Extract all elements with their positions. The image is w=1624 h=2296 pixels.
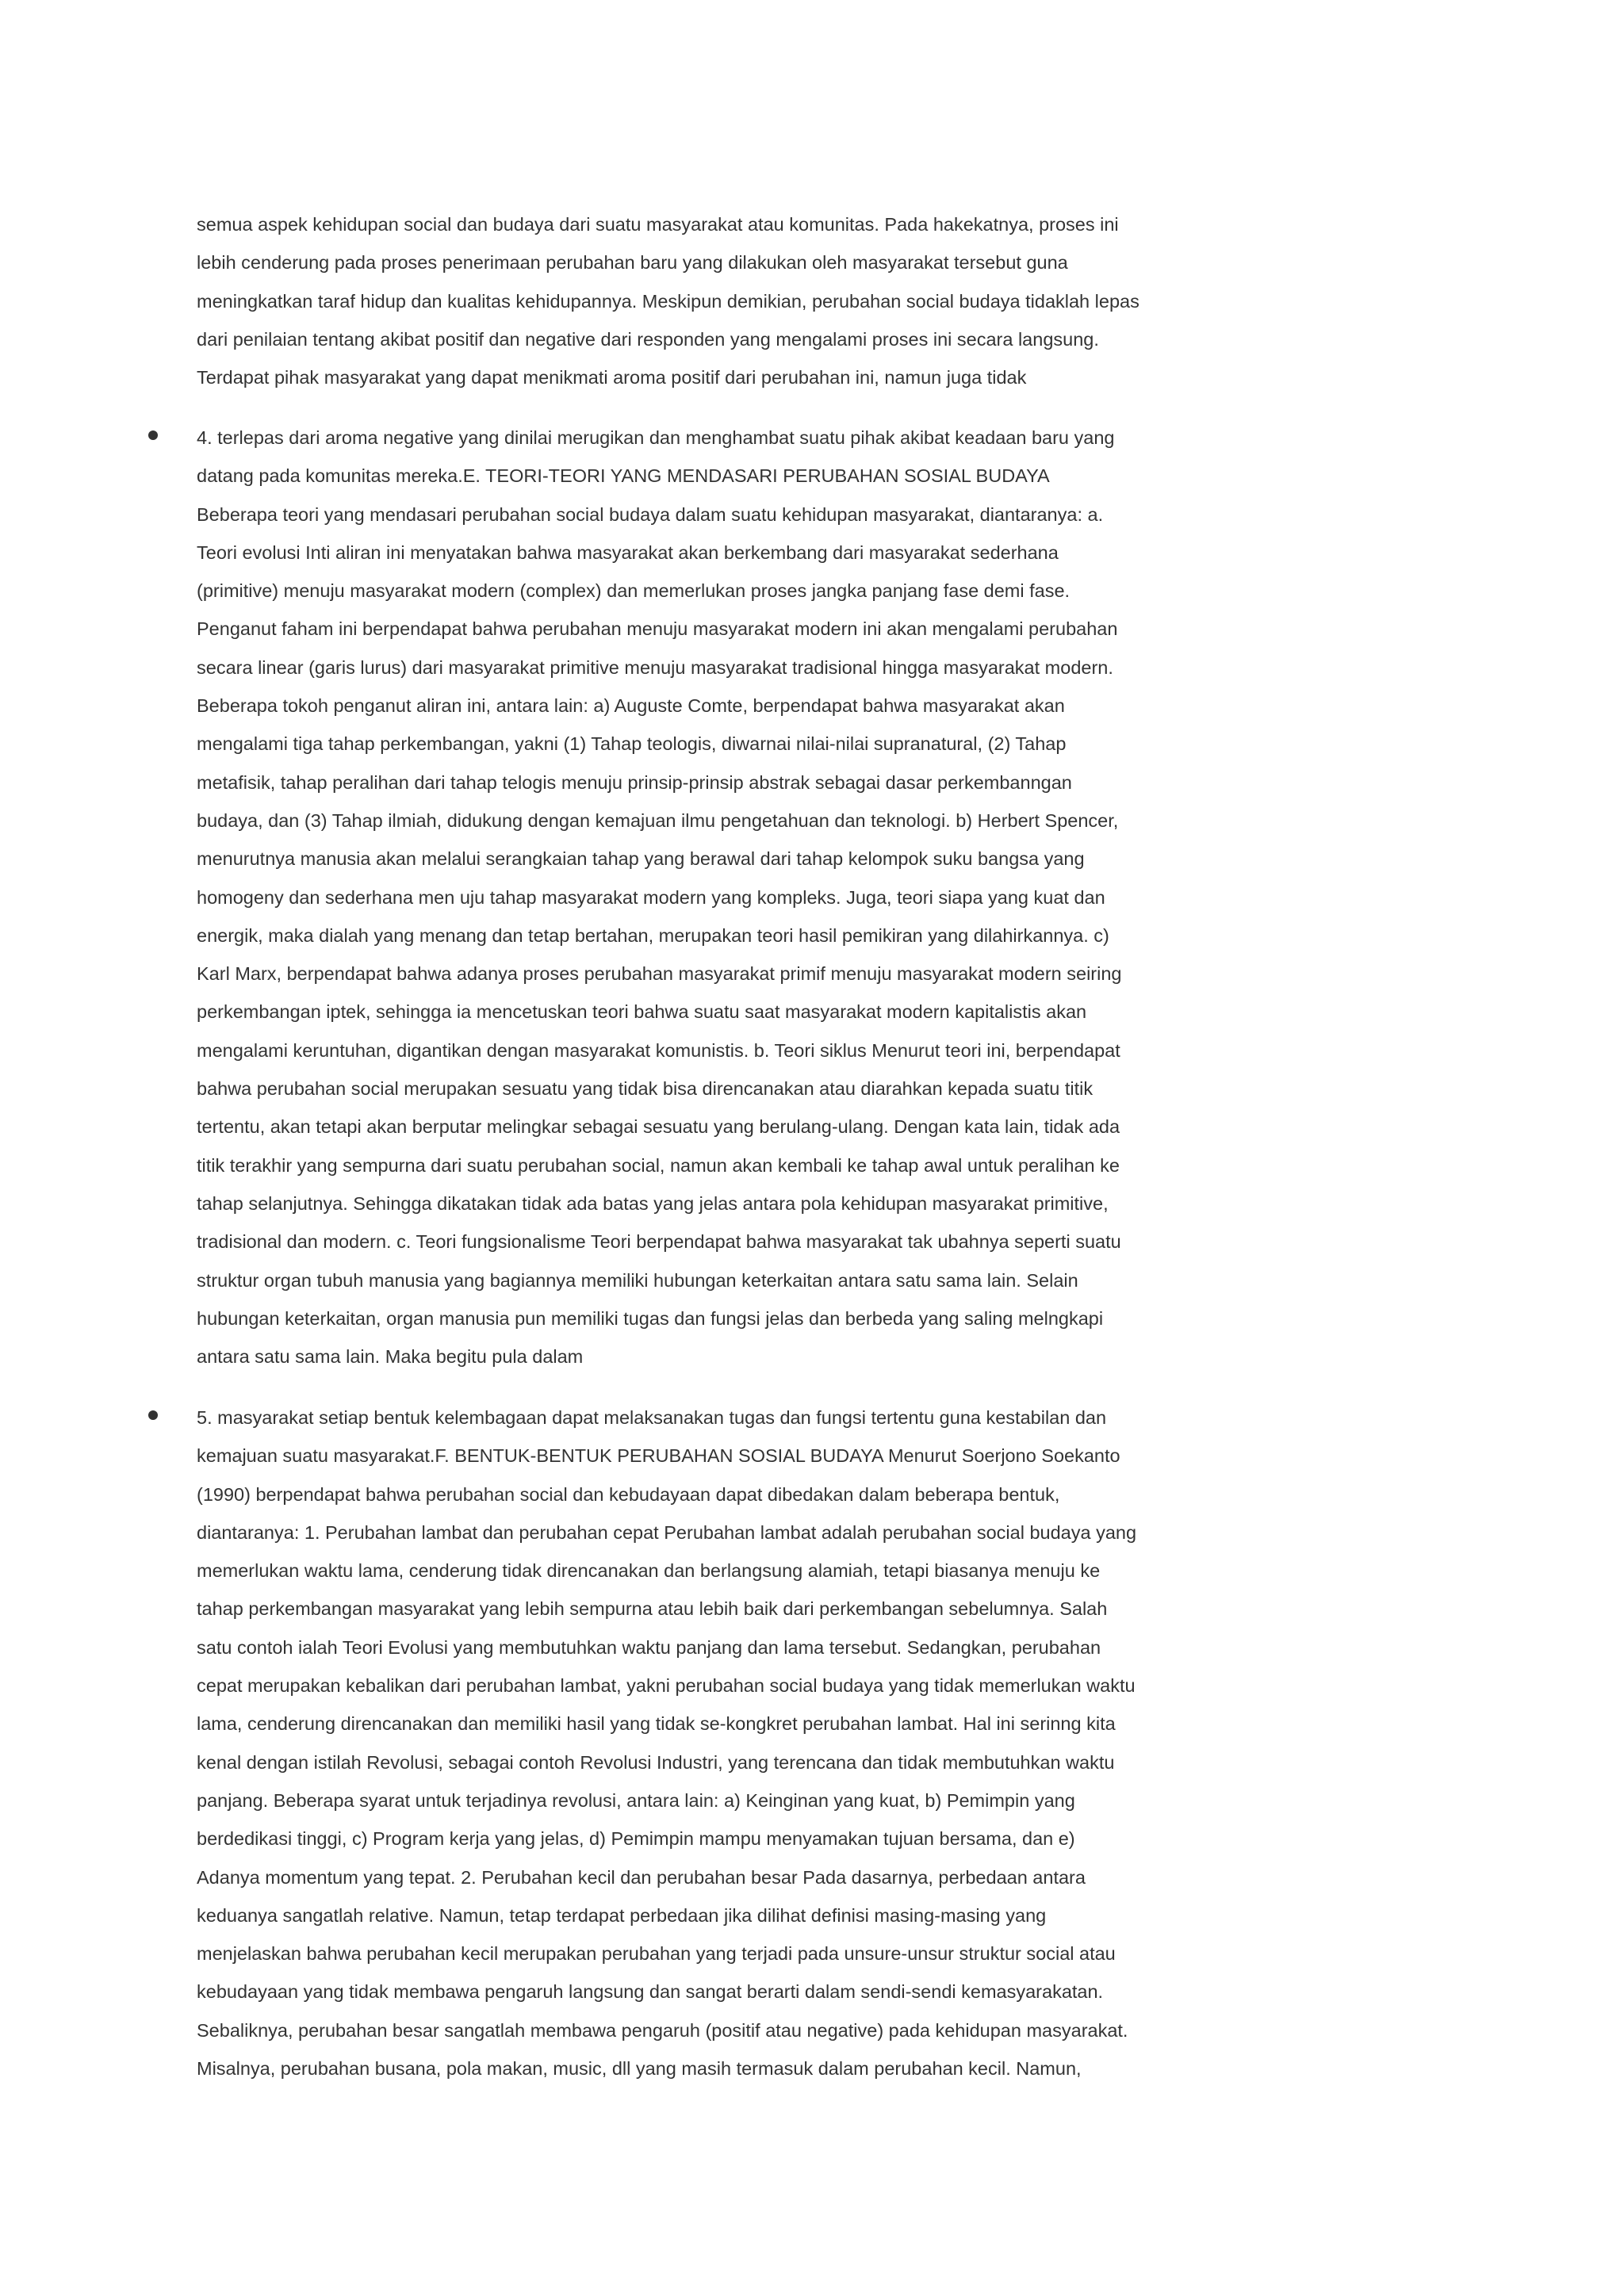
text-line: cepat merupakan kebalikan dari perubahan lambat, yakni perubahan social budaya yang tidak memerlukan waktu (197, 1675, 1136, 1697)
text-line: lebih cenderung pada proses penerimaan perubahan baru yang dilakukan oleh masyarakat tersebut guna (197, 252, 1068, 274)
bullet-point (148, 430, 158, 440)
text-line: datang pada komunitas mereka.E. TEORI-TEORI YANG MENDASARI PERUBAHAN SOSIAL BUDAYA (197, 465, 1050, 487)
text-line: satu contoh ialah Teori Evolusi yang membutuhkan waktu panjang dan lama tersebut. Sedangkan, perubahan (197, 1636, 1101, 1658)
text-line: Beberapa teori yang mendasari perubahan social budaya dalam suatu kehidupan masyarakat, diantaranya: a. (197, 503, 1104, 525)
text-line: dari penilaian tentang akibat positif dan negative dari responden yang mengalami proses ini secara langsung. (197, 328, 1099, 350)
text-line: Misalnya, perubahan busana, pola makan, music, dll yang masih termasuk dalam perubahan kecil. Namun, (197, 2058, 1082, 2080)
text-line: lama, cenderung direncanakan dan memiliki hasil yang tidak se-kongkret perubahan lambat. Hal ini serinng kita (197, 1713, 1116, 1735)
text-line: titik terakhir yang sempurna dari suatu perubahan social, namun akan kembali ke tahap awal untuk peralihan ke (197, 1154, 1120, 1176)
text-line: Terdapat pihak masyarakat yang dapat menikmati aroma positif dari perubahan ini, namun juga tidak (197, 367, 1027, 388)
text-line: kebudayaan yang tidak membawa pengaruh langsung dan sangat berarti dalam sendi-sendi kemasyarakatan. (197, 1981, 1104, 2003)
text-line: Beberapa tokoh penganut aliran ini, antara lain: a) Auguste Comte, berpendapat bahwa masyarakat akan (197, 695, 1065, 717)
text-line: Karl Marx, berpendapat bahwa adanya proses perubahan masyarakat primif menuju masyarakat modern seiring (197, 963, 1122, 985)
paragraph-block (197, 205, 1180, 396)
text-line: Adanya momentum yang tepat. 2. Perubahan kecil dan perubahan besar Pada dasarnya, perbedaan antara (197, 1866, 1086, 1888)
text-line: perkembangan iptek, sehingga ia mencetuskan teori bahwa suatu saat masyarakat modern kapitalistis akan (197, 1001, 1087, 1023)
text-line: menjelaskan bahwa perubahan kecil merupakan perubahan yang terjadi pada unsure-unsur struktur social atau (197, 1943, 1116, 1965)
text-line: mengalami tiga tahap perkembangan, yakni (1) Tahap teologis, diwarnai nilai-nilai supranatural, (2) Tahap (197, 733, 1067, 755)
text-line: diantaranya: 1. Perubahan lambat dan perubahan cepat Perubahan lambat adalah perubahan social budaya yang (197, 1521, 1137, 1543)
text-line: struktur organ tubuh manusia yang bagiannya memiliki hubungan keterkaitan antara satu sama lain. Selain (197, 1269, 1078, 1291)
text-line: tertentu, akan tetapi akan berputar melingkar sebagai sesuatu yang berulang-ulang. Dengan kata lain, tidak ada (197, 1116, 1120, 1138)
text-line: kenal dengan istilah Revolusi, sebagai contoh Revolusi Industri, yang terencana dan tidak membutuhkan waktu (197, 1751, 1115, 1773)
text-line: energik, maka dialah yang menang dan tetap bertahan, merupakan teori hasil pemikiran yang dilahirkannya. c) (197, 924, 1109, 946)
text-line: hubungan keterkaitan, organ manusia pun memiliki tugas dan fungsi jelas dan berbeda yang saling melngkapi (197, 1307, 1104, 1329)
text-line: (1990) berpendapat bahwa perubahan social dan kebudayaan dapat dibedakan dalam beberapa bentuk, (197, 1483, 1060, 1505)
text-line: homogeny dan sederhana men uju tahap masyarakat modern yang kompleks. Juga, teori siapa yang kuat dan (197, 886, 1105, 908)
text-line: antara satu sama lain. Maka begitu pula dalam (197, 1346, 584, 1368)
text-line: Penganut faham ini berpendapat bahwa perubahan menuju masyarakat modern ini akan mengalami perubahan (197, 618, 1118, 640)
text-line: mengalami keruntuhan, digantikan dengan masyarakat komunistis. b. Teori siklus Menurut teori ini, berpendapat (197, 1039, 1120, 1061)
text-line: secara linear (garis lurus) dari masyarakat primitive menuju masyarakat tradisional hingga masyarakat modern. (197, 656, 1113, 678)
bullet-point (148, 1410, 158, 1420)
text-line: Sebaliknya, perubahan besar sangatlah membawa pengaruh (positif atau negative) pada kehidupan masyarakat. (197, 2019, 1128, 2041)
text-line: menurutnya manusia akan melalui serangkaian tahap yang berawal dari tahap kelompok suku bangsa yang (197, 848, 1085, 870)
text-line: 5. masyarakat setiap bentuk kelembagaan dapat melaksanakan tugas dan fungsi tertentu guna kestabilan dan (197, 1407, 1107, 1428)
paragraph-block (197, 419, 1180, 1376)
text-line: (primitive) menuju masyarakat modern (complex) dan memerlukan proses jangka panjang fase demi fase. (197, 580, 1071, 602)
text-line: budaya, dan (3) Tahap ilmiah, didukung dengan kemajuan ilmu pengetahuan dan teknologi. b) Herbert Spencer, (197, 809, 1119, 831)
text-line: Teori evolusi Inti aliran ini menyatakan bahwa masyarakat akan berkembang dari masyarakat sederhana (197, 541, 1059, 563)
text-line: memerlukan waktu lama, cenderung tidak direncanakan dan berlangsung alamiah, tetapi biasanya menuju ke (197, 1560, 1101, 1582)
text-line: berdedikasi tinggi, c) Program kerja yang jelas, d) Pemimpin mampu menyamakan tujuan bersama, dan e) (197, 1828, 1075, 1850)
paragraph-block (197, 1399, 1180, 2087)
text-line: keduanya sangatlah relative. Namun, tetap terdapat perbedaan jika dilihat definisi masing-masing yang (197, 1904, 1047, 1926)
text-line: metafisik, tahap peralihan dari tahap telogis menuju prinsip-prinsip abstrak sebagai dasar perkembanngan (197, 771, 1072, 793)
text-line: tradisional dan modern. c. Teori fungsionalisme Teori berpendapat bahwa masyarakat tak ubahnya seperti suatu (197, 1231, 1121, 1253)
text-line: kemajuan suatu masyarakat.F. BENTUK-BENTUK PERUBAHAN SOSIAL BUDAYA Menurut Soerjono Soekanto (197, 1445, 1120, 1467)
text-line: tahap selanjutnya. Sehingga dikatakan tidak ada batas yang jelas antara pola kehidupan masyarakat primitive, (197, 1192, 1109, 1214)
text-line: semua aspek kehidupan social dan budaya dari suatu masyarakat atau komunitas. Pada hakekatnya, proses ini (197, 214, 1119, 235)
text-line: panjang. Beberapa syarat untuk terjadinya revolusi, antara lain: a) Keinginan yang kuat, b) Pemimpin yang (197, 1789, 1075, 1811)
text-line: tahap perkembangan masyarakat yang lebih sempurna atau lebih baik dari perkembangan sebelumnya. Salah (197, 1598, 1108, 1620)
text-line: meningkatkan taraf hidup dan kualitas kehidupannya. Meskipun demikian, perubahan social budaya tidaklah lepas (197, 290, 1139, 312)
text-line: bahwa perubahan social merupakan sesuatu yang tidak bisa direncanakan atau diarahkan kepada suatu titik (197, 1078, 1094, 1100)
text-line: 4. terlepas dari aroma negative yang dinilai merugikan dan menghambat suatu pihak akibat keadaan baru yang (197, 427, 1115, 448)
